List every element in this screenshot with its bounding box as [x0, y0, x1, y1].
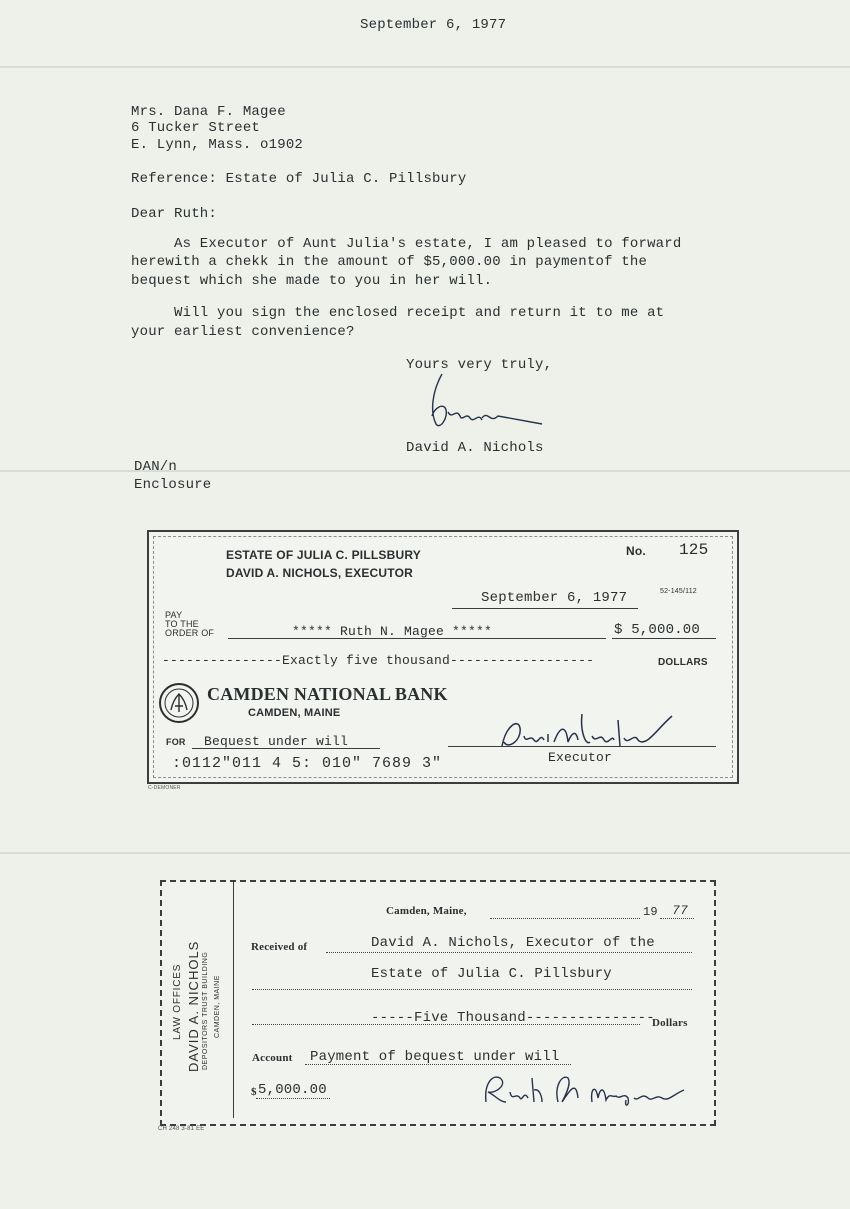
paragraph-line: bequest which she made to you in her will.	[131, 273, 493, 289]
amount-words-line	[252, 1024, 640, 1025]
firm-city: CAMDEN, MAINE	[214, 975, 221, 1038]
receipt-place: Camden, Maine,	[386, 905, 467, 917]
received-line	[326, 952, 692, 953]
check-number: 125	[679, 541, 709, 559]
payee: ***** Ruth N. Magee *****	[292, 624, 493, 639]
dollars-label: Dollars	[652, 1017, 688, 1029]
reference-line: Reference: Estate of Julia C. Pillsbury	[131, 171, 467, 187]
bank-city: CAMDEN, MAINE	[248, 707, 341, 719]
paper-fold	[0, 470, 850, 472]
paragraph-line: Will you sign the enclosed receipt and return it to me at	[131, 305, 665, 321]
memo-text: Bequest under will	[204, 734, 349, 749]
paragraph-line: herewith a chekk in the amount of $5,000.00 in paymentof the	[131, 254, 648, 270]
receipt-amount-prefix: $	[251, 1086, 257, 1098]
address-line: 6 Tucker Street	[131, 120, 261, 136]
check-amount: $ 5,000.00	[614, 622, 701, 638]
check-number-label: No.	[626, 544, 646, 558]
letter-signature	[418, 372, 550, 441]
initials: DAN/n	[134, 459, 178, 475]
amount-line	[612, 638, 716, 639]
check-account-executor: DAVID A. NICHOLS, EXECUTOR	[226, 566, 413, 580]
paper-fold	[0, 852, 850, 854]
memo-line	[192, 748, 380, 749]
receipt-signature	[478, 1068, 690, 1113]
date-line	[452, 608, 638, 609]
address-line: E. Lynn, Mass. o1902	[131, 137, 304, 153]
received-of-line1: David A. Nichols, Executor of the	[371, 935, 655, 951]
routing-fraction: 52-145/112	[660, 588, 697, 595]
account-label: Account	[252, 1052, 293, 1064]
bank-seal-icon	[158, 682, 200, 729]
receipt-amount-line	[256, 1098, 330, 1099]
bank-name: CAMDEN NATIONAL BANK	[207, 684, 448, 704]
memo-label: FOR	[166, 737, 186, 747]
receipt-year-prefix: 19	[643, 905, 658, 919]
account-line	[305, 1064, 571, 1065]
paper-fold	[0, 66, 850, 68]
signer-name: David A. Nichols	[406, 440, 544, 456]
receipt-amount-words: -----Five Thousand---------------	[371, 1010, 655, 1026]
pay-label: PAY	[165, 610, 183, 620]
paragraph-line: As Executor of Aunt Julia's estate, I am pleased to forward	[131, 236, 682, 252]
pay-label: ORDER OF	[165, 628, 215, 638]
closing: Yours very truly,	[406, 357, 553, 373]
firm-building: DEPOSITORS TRUST BUILDING	[202, 951, 209, 1070]
check-date: September 6, 1977	[481, 590, 628, 606]
executor-label: Executor	[548, 750, 613, 765]
pay-label: TO THE	[165, 619, 199, 629]
dollars-label: DOLLARS	[658, 657, 708, 668]
law-firm-name: DAVID A. NICHOLS	[186, 940, 201, 1072]
salutation: Dear Ruth:	[131, 206, 218, 222]
letter-date: September 6, 1977	[360, 17, 507, 33]
paragraph-line: your earliest convenience?	[131, 324, 355, 340]
account-text: Payment of bequest under will	[310, 1049, 560, 1065]
form-code: CH 248 3-81 EE	[158, 1126, 205, 1132]
micr-line: :0112″011 4 5: 010″ 7689 3″	[172, 755, 443, 772]
receipt-year-line	[660, 918, 694, 919]
amount-in-words: ---------------Exactly five thousand------------------	[162, 653, 595, 668]
enclosure-note: Enclosure	[134, 477, 212, 493]
received-line	[252, 989, 692, 990]
received-of-line2: Estate of Julia C. Pillsbury	[371, 966, 612, 982]
law-offices-label: LAW OFFICES	[172, 963, 183, 1040]
letterhead-fragment	[84, 0, 161, 1]
receipt-divider	[233, 882, 234, 1118]
printer-mark: C-DEMONER	[148, 785, 181, 791]
receipt-year-suffix: 77	[672, 903, 689, 918]
check-account-name: ESTATE OF JULIA C. PILLSBURY	[226, 548, 421, 562]
address-line: Mrs. Dana F. Magee	[131, 104, 286, 120]
receipt-amount: 5,000.00	[258, 1082, 327, 1098]
receipt-date-line	[490, 918, 640, 919]
received-of-label: Received of	[251, 941, 308, 953]
